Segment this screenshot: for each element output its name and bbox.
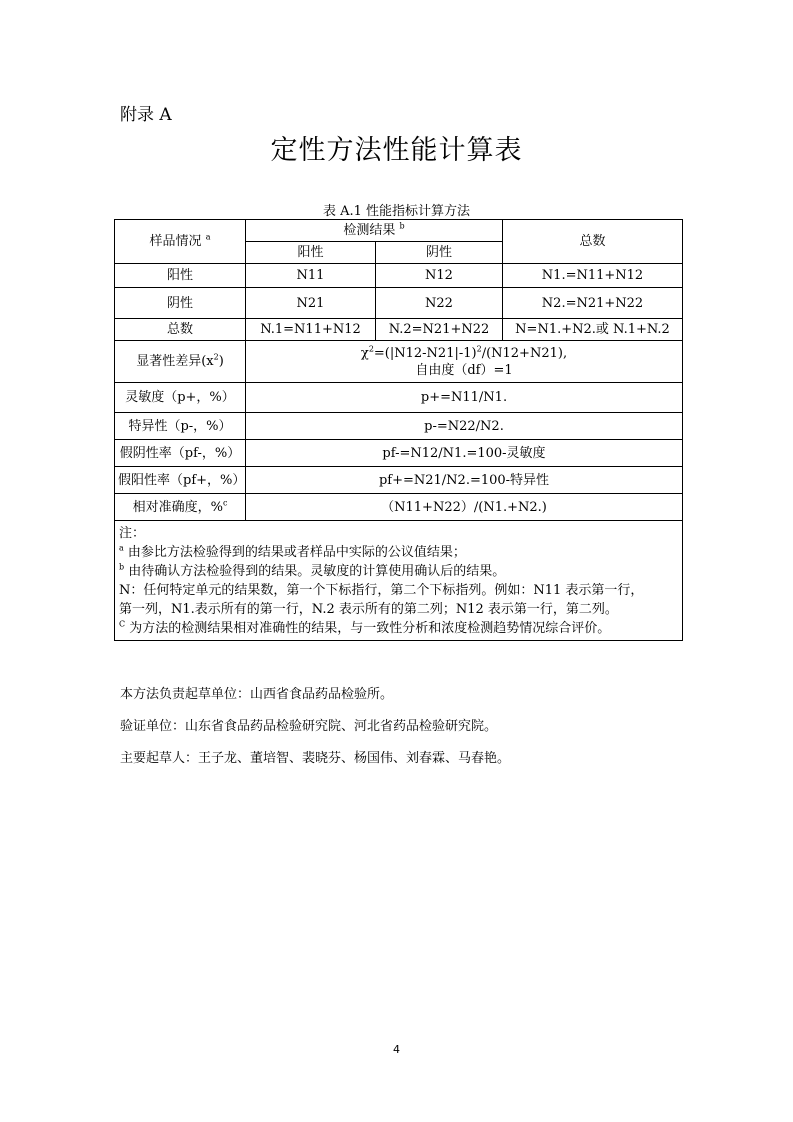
cell: N2.=N21+N22: [503, 288, 683, 319]
verification-unit: 验证单位：山东省食品药品检验研究院、河北省药品检验研究院。: [120, 719, 498, 734]
metric-label: 特异性（p-，%）: [115, 413, 246, 440]
cell: N12: [376, 264, 503, 288]
note-a: $^a$ 由参比方法检验得到的结果或者样品中实际的公议值结果；: [119, 543, 466, 560]
note-head: 注：: [119, 526, 146, 541]
cell: N11: [246, 264, 376, 288]
metric-label: 假阴性率（pf-，%）: [115, 440, 246, 467]
drafting-unit: 本方法负责起草单位：山西省食品药品检验所。: [120, 687, 394, 702]
table-row: [115, 383, 683, 413]
header-detect: 检测结果 $^b$: [246, 220, 503, 242]
note-b: $^b$ 由待确认方法检验得到的结果。灵敏度的计算使用确认后的结果。: [119, 562, 506, 579]
performance-table: [114, 219, 683, 641]
table-notes: [115, 521, 683, 641]
chi-formula: $\chi^2=(|N12-N21|-1)^2/(N12+N21)$, 自由度（df）=1: [246, 341, 683, 383]
table-row: [115, 288, 683, 319]
header-negative: 阴性: [376, 242, 503, 264]
note-n-line1: N：任何特定单元的结果数，第一个下标指行，第二个下标指列。例如：N11 表示第一行，: [119, 583, 644, 598]
main-drafters: 主要起草人：王子龙、董培智、裴晓芬、杨国伟、刘春霖、马春艳。: [120, 751, 511, 766]
cell: N=N1.+N2.或 N.1+N.2: [503, 319, 683, 341]
table-row: [115, 319, 683, 341]
cell: N1.=N11+N12: [503, 264, 683, 288]
header-total: 总数: [503, 220, 683, 264]
cell: N22: [376, 288, 503, 319]
table-row: [115, 494, 683, 521]
row-label: 总数: [115, 319, 246, 341]
table-row: [115, 413, 683, 440]
metric-formula: p+=N11/N1.: [246, 383, 683, 413]
row-label: 阴性: [115, 288, 246, 319]
metric-formula: pf-=N12/N1.=100-灵敏度: [246, 440, 683, 467]
cell: N21: [246, 288, 376, 319]
accuracy-label: 相对准确度，%$^c$: [115, 494, 246, 521]
chi-label: 显著性差异$(x^2)$: [115, 341, 246, 383]
cell: N.1=N11+N12: [246, 319, 376, 341]
note-n-line2: 第一列，N1.表示所有的第一行，N.2 表示所有的第二列；N12 表示第一行，第二列。: [119, 602, 618, 617]
row-label: 阳性: [115, 264, 246, 288]
accuracy-formula: （N11+N22）/(N1.+N2.): [246, 494, 683, 521]
cell: N.2=N21+N22: [376, 319, 503, 341]
metric-formula: p-=N22/N2.: [246, 413, 683, 440]
appendix-label: 附录 A: [120, 105, 172, 125]
header-positive: 阳性: [246, 242, 376, 264]
page-number: 4: [393, 1043, 400, 1056]
metric-label: 假阳性率（pf+，%）: [115, 467, 246, 494]
table-caption: 表 A.1 性能指标计算方法: [322, 204, 471, 219]
table-row: [115, 341, 683, 383]
page-title: 定性方法性能计算表: [270, 135, 523, 166]
note-c: $^C$ 为方法的检测结果相对准确性的结果，与一致性分析和浓度检测趋势情况综合评价。: [119, 619, 611, 636]
metric-formula: pf+=N21/N2.=100-特异性: [246, 467, 683, 494]
table-row: [115, 467, 683, 494]
metric-label: 灵敏度（p+，%）: [115, 383, 246, 413]
table-row: [115, 264, 683, 288]
table-row: [115, 440, 683, 467]
header-sample: 样品情况 $^a$: [115, 220, 246, 264]
